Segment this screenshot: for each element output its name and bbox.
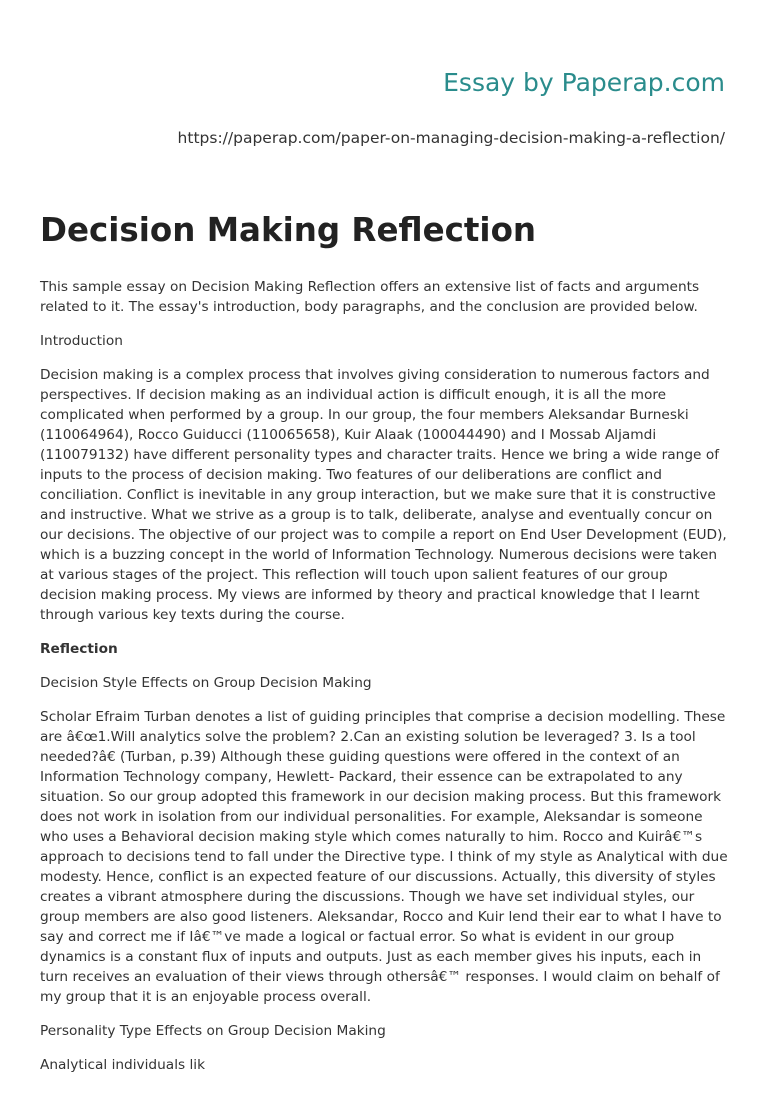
intro-paragraph: This sample essay on Decision Making Reflection offers an extensive list of facts and arguments related to it. The essay's introduction, body paragraphs, and the conclusion are provided below. <box>40 279 700 315</box>
site-brand-link[interactable]: Essay by Paperap.com <box>443 68 725 97</box>
article-body <box>40 277 728 1089</box>
introduction-heading: Introduction <box>40 333 123 349</box>
introduction-paragraph: Decision making is a complex process that involves giving consideration to numerous factors and perspectives. If decision making as an individual action is difficult enough, it is all the more complicated when performed by a group. In our group, the four members Aleksandar Burneski (110064964), Rocco Guiducci (110065658), Kuir Alaak (100044490) and I Mossab Aljamdi (110079132) have different personality types and character traits. Hence we bring a wide range of inputs to the process of decision making. Two features of our deliberations are conflict and conciliation. Conflict is inevitable in any group interaction, but we make sure that it is constructive and instructive. What we strive as a group is to talk, deliberate, analyse and eventually concur on our decisions. The objective of our project was to compile a report on End User Development (EUD), which is a buzzing concept in the world of Information Technology. Numerous decisions were taken at various stages of the project. This reflection will touch upon salient features of our group decision making process. My views are informed by theory and practical knowledge that I learnt through various key texts during the course. <box>40 367 727 623</box>
page-url: https://paperap.com/paper-on-managing-decision-making-a-reflection/ <box>177 129 725 147</box>
decision-style-subheading: Decision Style Effects on Group Decision Making <box>40 675 372 691</box>
truncated-paragraph: Analytical individuals lik <box>40 1057 206 1073</box>
reflection-heading: Reflection <box>40 641 118 657</box>
page-title: Decision Making Reflection <box>40 211 537 249</box>
personality-type-subheading: Personality Type Effects on Group Decision Making <box>40 1023 386 1039</box>
decision-style-paragraph: Scholar Efraim Turban denotes a list of guiding principles that comprise a decision modelling. These are â€œ1.Will analytics solve the problem? 2.Can an existing solution be leveraged? 3. Is a tool needed?â€ (Turban, p.39) Although these guiding questions were offered in the context of an Information Technology company, Hewlett- Packard, their essence can be extrapolated to any situation. So our group adopted this framework in our decision making process. But this framework does not work in isolation from our individual personalities. For example, Aleksandar is someone who uses a Behavioral decision making style which comes naturally to him. Rocco and Kuirâ€™s approach to decisions tend to fall under the Directive type. I think of my style as Analytical with due modesty. Hence, conflict is an expected feature of our discussions. Actually, this diversity of styles creates a vibrant atmosphere during the discussions. Though we have set individual styles, our group members are also good listeners. Aleksandar, Rocco and Kuir lend their ear to what I have to say and correct me if Iâ€™ve made a logical or factual error. So what is evident in our group dynamics is a constant flux of inputs and outputs. Just as each member gives his inputs, each in turn receives an evaluation of their views through othersâ€™ responses. I would claim on behalf of my group that it is an enjoyable process overall. <box>40 709 728 1005</box>
